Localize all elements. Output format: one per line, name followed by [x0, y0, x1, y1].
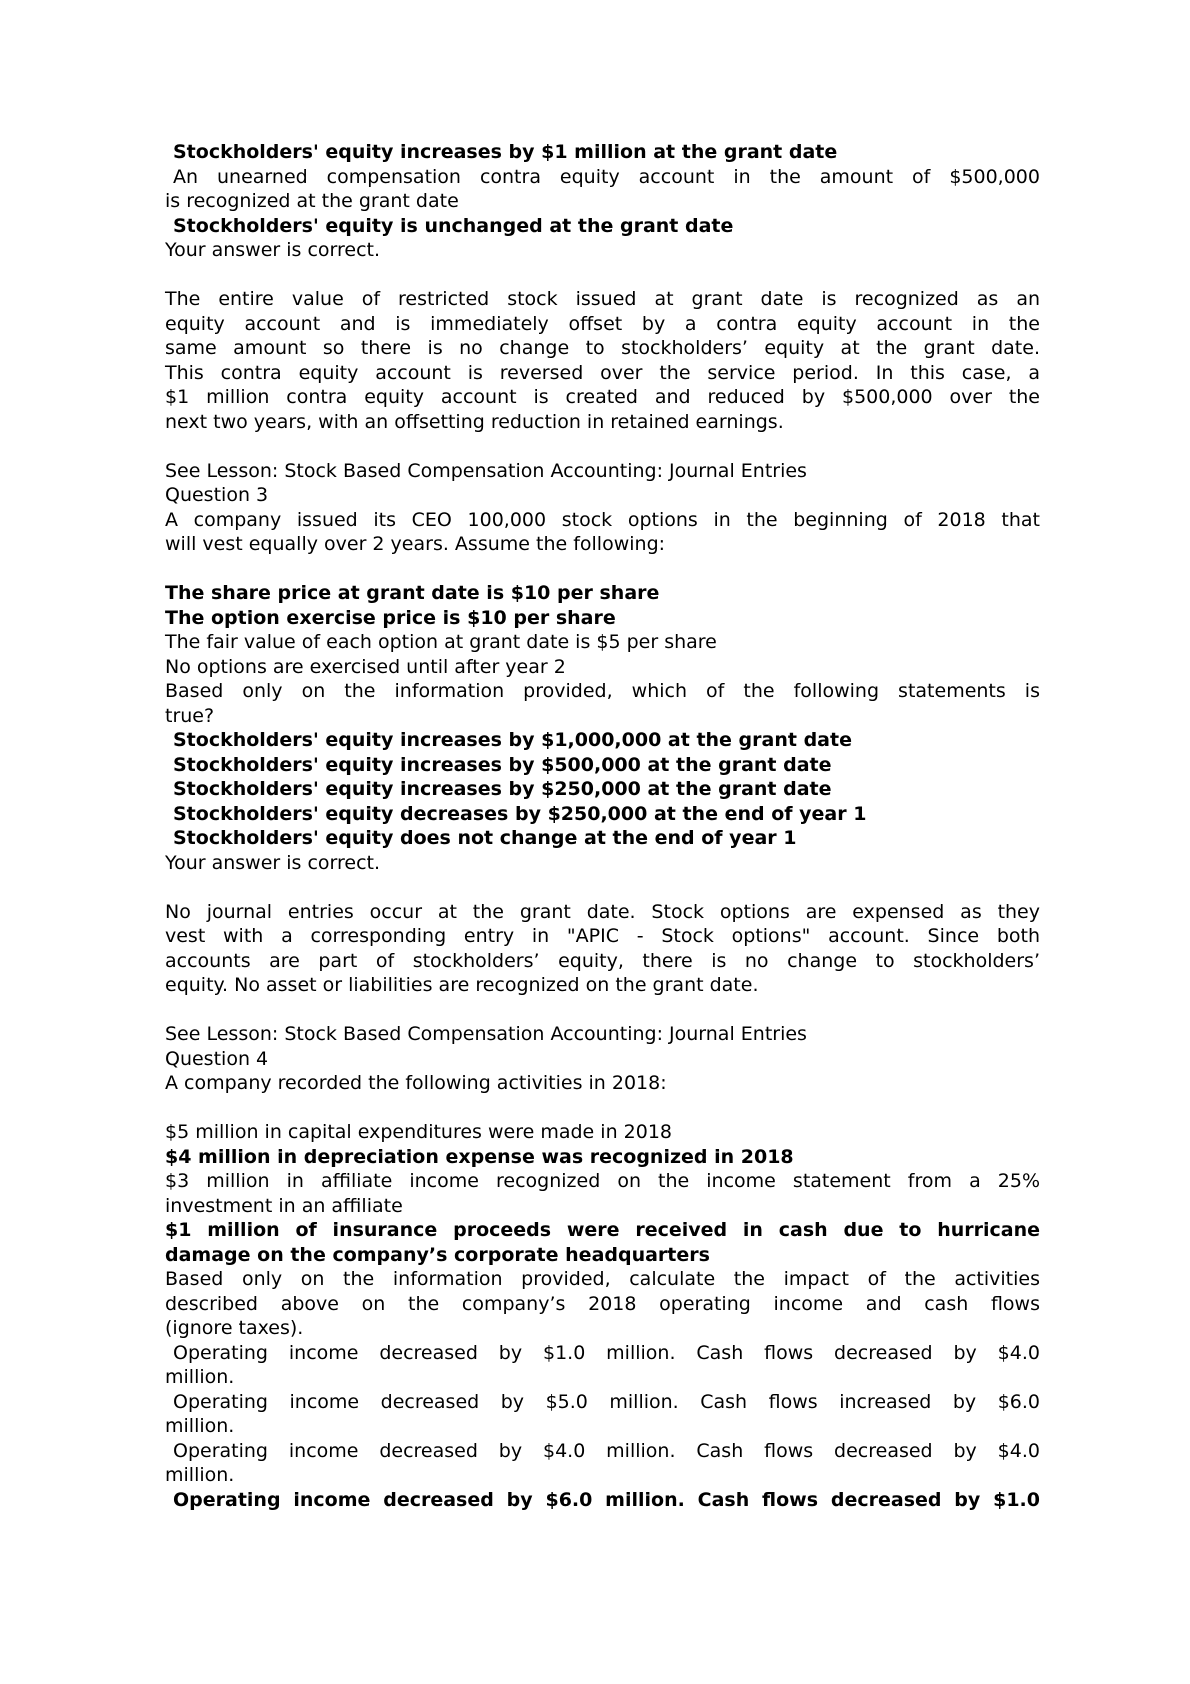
answer-option: Operating income decreased by $4.0 million. Cash flows decreased by $4.0 — [173, 1439, 1040, 1462]
assumption-line: The option exercise price is $10 per share — [165, 606, 616, 629]
answer-option: Stockholders' equity increases by $1,000,000 at the grant date — [173, 729, 852, 751]
activity-line-continuation: investment in an affiliate — [165, 1194, 403, 1217]
question-prompt-continuation: (ignore taxes). — [165, 1317, 304, 1339]
activity-line: $5 million in capital expenditures were made in 2018 — [165, 1121, 672, 1143]
assumption-line: No options are exercised until after year 2 — [165, 655, 566, 678]
question-prompt-continuation: true? — [165, 704, 215, 727]
answer-option-continuation: is recognized at the grant date — [165, 190, 459, 212]
answer-option: Stockholders' equity increases by $250,000 at the grant date — [173, 778, 832, 800]
explanation-line: equity account and is immediately offset by a contra equity account in the — [165, 312, 1040, 335]
answer-option-continuation: million. — [165, 1366, 235, 1388]
answer-option: Operating income decreased by $1.0 million. Cash flows decreased by $4.0 — [173, 1341, 1040, 1364]
answer-option: Stockholders' equity does not change at the end of year 1 — [173, 827, 797, 849]
answer-option: Stockholders' equity decreases by $250,000 at the end of year 1 — [173, 802, 867, 825]
answer-option-continuation: million. — [165, 1464, 235, 1486]
blank-line — [165, 263, 1040, 288]
see-lesson-text: See Lesson: Stock Based Compensation Accounting: Journal Entries — [165, 459, 807, 482]
blank-line — [165, 875, 1040, 900]
question-text-continuation: will vest equally over 2 years. Assume the following: — [165, 533, 666, 555]
question-number: Question 3 — [165, 484, 269, 506]
answer-status: Your answer is correct. — [165, 239, 381, 261]
explanation-line: $1 million contra equity account is created and reduced by $500,000 over the — [165, 386, 1040, 408]
answer-status: Your answer is correct. — [165, 851, 381, 874]
see-lesson-text: See Lesson: Stock Based Compensation Accounting: Journal Entries — [165, 1023, 807, 1045]
answer-option: Operating income decreased by $6.0 million. Cash flows decreased by $1.0 — [173, 1488, 1040, 1511]
question-text: A company issued its CEO 100,000 stock options in the beginning of 2018 that — [165, 508, 1040, 531]
answer-option-continuation: million. — [165, 1415, 235, 1437]
answer-option: Stockholders' equity increases by $500,000 at the grant date — [173, 753, 832, 776]
answer-option: Stockholders' equity increases by $1 million at the grant date — [173, 141, 838, 163]
blank-line — [165, 557, 1040, 582]
explanation-line: This contra equity account is reversed over the service period. In this case, a — [165, 361, 1040, 384]
explanation-line: next two years, with an offsetting reduction in retained earnings. — [165, 410, 784, 433]
question-prompt: Based only on the information provided, which of the following statements is — [165, 680, 1040, 702]
answer-option: Stockholders' equity is unchanged at the grant date — [173, 214, 734, 237]
answer-option: An unearned compensation contra equity account in the amount of $500,000 — [173, 165, 1040, 188]
assumption-line: The fair value of each option at grant date is $5 per share — [165, 631, 717, 653]
explanation-line: equity. No asset or liabilities are recognized on the grant date. — [165, 974, 759, 996]
assumption-line: The share price at grant date is $10 per share — [165, 582, 660, 604]
blank-line — [165, 1096, 1040, 1121]
question-prompt-continuation: described above on the company’s 2018 operating income and cash flows — [165, 1292, 1040, 1315]
activity-line: $1 million of insurance proceeds were received in cash due to hurricane — [165, 1219, 1040, 1241]
blank-line — [165, 434, 1040, 459]
question-text: A company recorded the following activities in 2018: — [165, 1072, 667, 1094]
explanation-line: same amount so there is no change to stockholders’ equity at the grant date. — [165, 337, 1040, 359]
explanation-line: vest with a corresponding entry in "APIC - Stock options" account. Since both — [165, 925, 1040, 947]
question-number: Question 4 — [165, 1047, 269, 1070]
explanation-line: The entire value of restricted stock issued at grant date is recognized as an — [165, 288, 1040, 310]
question-prompt: Based only on the information provided, calculate the impact of the activities — [165, 1268, 1040, 1290]
explanation-line: accounts are part of stockholders’ equity, there is no change to stockholders’ — [165, 949, 1040, 972]
blank-line — [165, 998, 1040, 1023]
activity-line: $4 million in depreciation expense was recognized in 2018 — [165, 1145, 794, 1168]
answer-option: Operating income decreased by $5.0 million. Cash flows increased by $6.0 — [173, 1390, 1040, 1413]
activity-line: $3 million in affiliate income recognized on the income statement from a 25% — [165, 1170, 1040, 1192]
explanation-line: No journal entries occur at the grant date. Stock options are expensed as they — [165, 900, 1040, 923]
activity-line-continuation: damage on the company’s corporate headquarters — [165, 1243, 710, 1266]
